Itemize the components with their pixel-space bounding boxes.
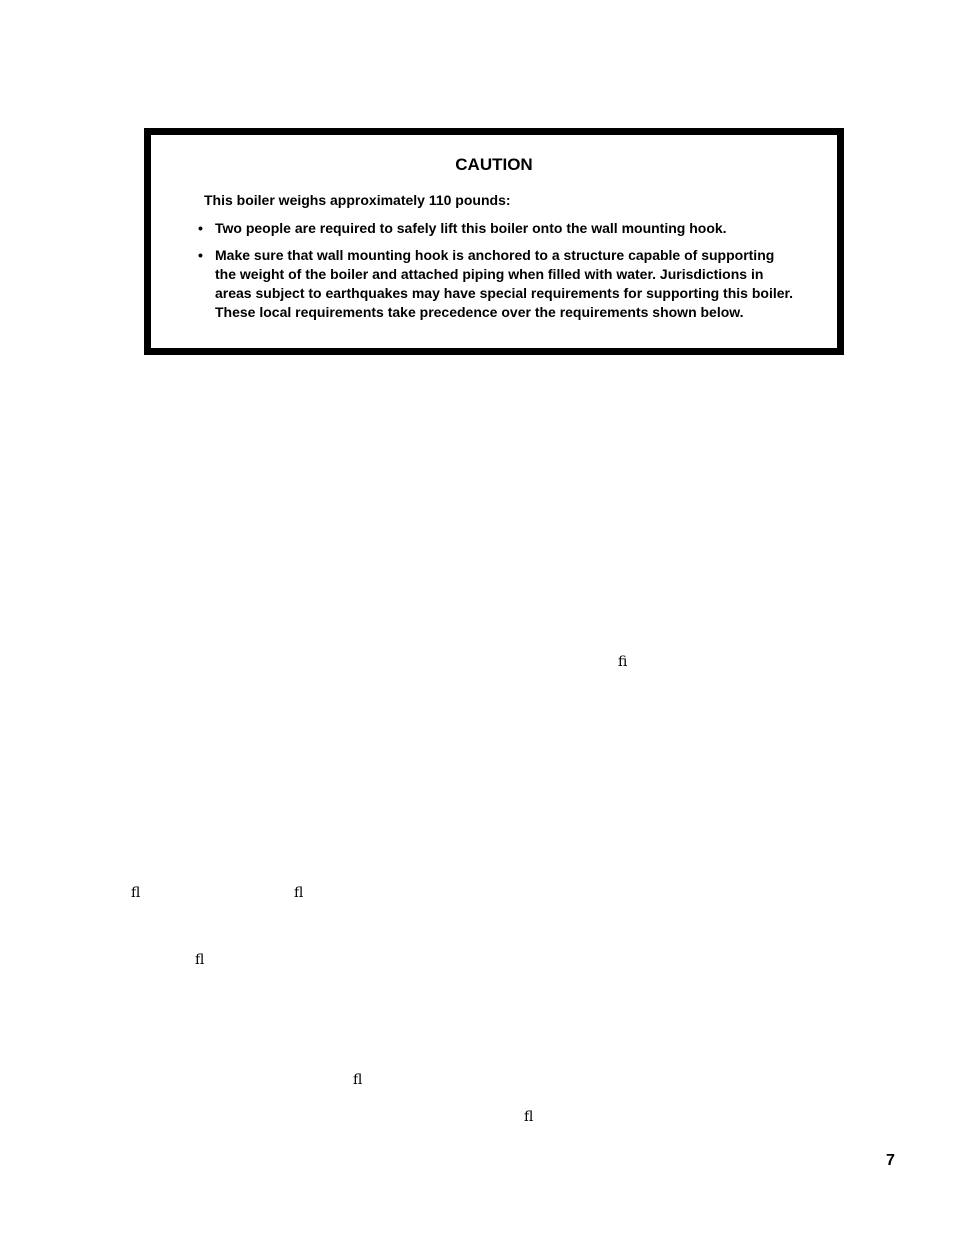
ligature-fragment: fl: [294, 885, 304, 901]
caution-item-text: Make sure that wall mounting hook is anchored to a structure capable of supporting the weight of the boiler and attached piping when filled with water. Jurisdictions in areas subject to earthquakes may have special requirements for supporting this boiler. These local requirements take precedence over the requirements shown below.: [215, 247, 794, 320]
page-number: 7: [886, 1152, 895, 1169]
ligature-fragment: fi: [618, 654, 628, 670]
caution-title: CAUTION: [455, 155, 533, 174]
caution-item-text: Two people are required to safely lift this boiler onto the wall mounting hook.: [215, 220, 727, 236]
bullet-icon: •: [198, 220, 203, 236]
caution-box: [144, 128, 844, 355]
bullet-icon: •: [198, 247, 203, 263]
ligature-fragment: fl: [131, 885, 141, 901]
ligature-fragment: fl: [524, 1109, 534, 1125]
ligature-fragment: fl: [353, 1072, 363, 1088]
ligature-fragment: fl: [195, 952, 205, 968]
caution-list: [198, 219, 798, 330]
caution-item: [198, 219, 798, 238]
caution-item: [198, 246, 798, 322]
caution-intro: This boiler weighs approximately 110 pounds:: [204, 192, 511, 208]
